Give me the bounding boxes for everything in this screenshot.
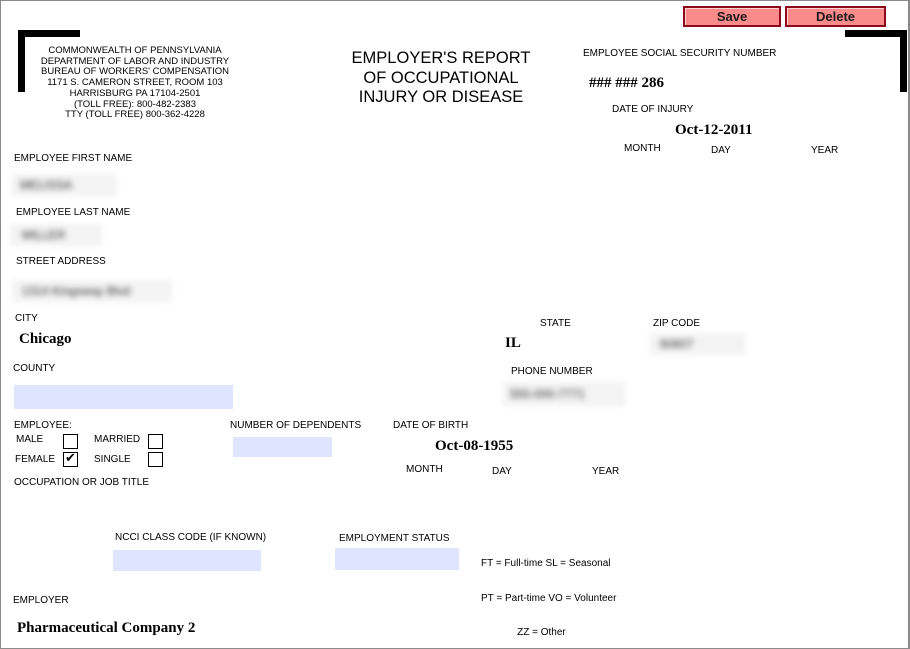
male-label: MALE (16, 434, 44, 445)
male-checkbox[interactable] (63, 434, 78, 449)
agency-line: 1171 S. CAMERON STREET, ROOM 103 (47, 77, 223, 89)
employment-status-input[interactable] (335, 548, 459, 570)
female-checkbox[interactable]: ✔ (63, 452, 78, 467)
occupation-label: OCCUPATION OR JOB TITLE (14, 477, 150, 488)
dependents-input[interactable] (233, 437, 332, 457)
last-name-label: EMPLOYEE LAST NAME (16, 207, 131, 218)
agency-address (30, 46, 240, 121)
employer-value[interactable]: Pharmaceutical Company 2 (17, 620, 196, 636)
city-label: CITY (15, 313, 38, 324)
employment-status-legend (481, 535, 616, 649)
state-label: STATE (540, 318, 571, 329)
dependents-label: NUMBER OF DEPENDENTS (230, 420, 362, 431)
zip-value: 60607 (660, 337, 694, 351)
married-checkbox[interactable] (148, 434, 163, 449)
employment-status-label: EMPLOYMENT STATUS (339, 533, 450, 544)
legend-line: PT = Part-time VO = Volunteer (481, 592, 617, 604)
injury-year-label: YEAR (811, 145, 839, 156)
delete-button[interactable]: Delete (785, 6, 886, 27)
title-line: OF OCCUPATIONAL (363, 68, 519, 87)
legend-line: FT = Full-time SL = Seasonal (481, 558, 611, 569)
married-label: MARRIED (94, 434, 141, 445)
agency-line: DEPARTMENT OF LABOR AND INDUSTRY (40, 55, 230, 67)
agency-line: HARRISBURG PA 17104-2501 (69, 87, 201, 99)
street-address-label: STREET ADDRESS (16, 256, 106, 267)
legend-line: ZZ = Other (481, 627, 566, 638)
zip-label: ZIP CODE (653, 318, 701, 329)
injury-day-label: DAY (711, 145, 731, 156)
state-value[interactable]: IL (505, 335, 521, 351)
single-checkbox[interactable] (148, 452, 163, 467)
ssn-label: EMPLOYEE SOCIAL SECURITY NUMBER (583, 48, 777, 59)
county-label: COUNTY (13, 363, 56, 374)
employer-label: EMPLOYER (13, 595, 69, 606)
form-title (338, 49, 544, 108)
corner-bracket-right (845, 30, 907, 92)
save-button[interactable]: Save (683, 6, 781, 27)
birth-day-label: DAY (492, 466, 512, 477)
city-value[interactable]: Chicago (19, 331, 72, 347)
title-line: EMPLOYER'S REPORT (351, 49, 531, 67)
county-input[interactable] (14, 385, 233, 409)
female-label: FEMALE (15, 454, 56, 465)
phone-label: PHONE NUMBER (511, 366, 593, 377)
employee-label: EMPLOYEE: (14, 420, 72, 431)
birth-year-label: YEAR (592, 466, 620, 477)
ncci-input[interactable] (113, 550, 261, 571)
agency-line: (TOLL FREE): 800-482-2383 (74, 98, 196, 110)
ssn-value[interactable]: ### ### 286 (589, 75, 664, 91)
phone-value: 555-000-7771 (510, 387, 585, 401)
first-name-value: MELISSA (20, 178, 73, 192)
street-address-value: 1314 Kingsway Blvd (22, 284, 131, 298)
title-line: INJURY OR DISEASE (358, 88, 524, 106)
ncci-label: NCCI CLASS CODE (IF KNOWN) (115, 532, 267, 543)
agency-line: COMMONWEALTH OF PENNSYLVANIA (48, 45, 222, 56)
first-name-label: EMPLOYEE FIRST NAME (14, 153, 133, 164)
agency-line: BUREAU OF WORKERS' COMPENSATION (41, 66, 229, 78)
agency-line: TTY (TOLL FREE) 800-362-4228 (65, 109, 205, 121)
single-label: SINGLE (94, 454, 131, 465)
birth-date-value[interactable]: Oct-08-1955 (435, 438, 514, 454)
injury-month-label: MONTH (624, 143, 661, 154)
birth-month-label: MONTH (406, 464, 443, 475)
last-name-value: MILLER (22, 228, 66, 242)
injury-date-value[interactable]: Oct-12-2011 (675, 122, 753, 138)
injury-date-label: DATE OF INJURY (612, 104, 694, 115)
birth-date-label: DATE OF BIRTH (393, 420, 469, 431)
occupation-input[interactable] (14, 493, 314, 513)
